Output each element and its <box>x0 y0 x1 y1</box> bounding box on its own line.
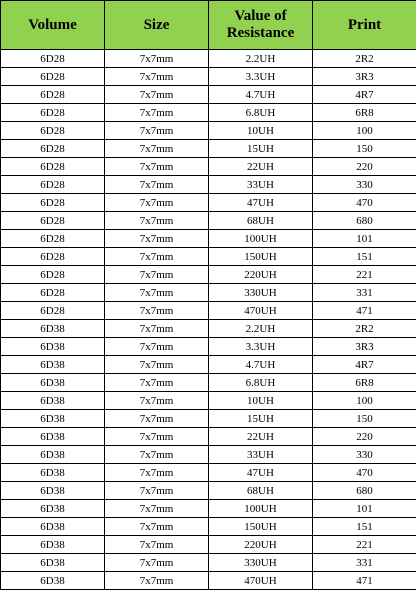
cell-print: 100 <box>313 122 416 140</box>
cell-value: 3.3UH <box>209 68 313 86</box>
cell-size: 7x7mm <box>105 518 209 536</box>
table-row <box>1 248 416 266</box>
cell-print: 331 <box>313 284 416 302</box>
header-volume: Volume <box>1 1 105 50</box>
cell-size: 7x7mm <box>105 212 209 230</box>
table-row <box>1 86 416 104</box>
cell-size: 7x7mm <box>105 50 209 68</box>
cell-size: 7x7mm <box>105 122 209 140</box>
cell-volume: 6D38 <box>1 356 105 374</box>
header-size: Size <box>105 1 209 50</box>
cell-volume: 6D28 <box>1 248 105 266</box>
cell-value: 4.7UH <box>209 86 313 104</box>
cell-print: 101 <box>313 500 416 518</box>
cell-volume: 6D28 <box>1 176 105 194</box>
cell-volume: 6D38 <box>1 518 105 536</box>
cell-size: 7x7mm <box>105 140 209 158</box>
table-header-row <box>1 1 416 50</box>
cell-volume: 6D38 <box>1 338 105 356</box>
cell-print: 2R2 <box>313 50 416 68</box>
cell-size: 7x7mm <box>105 374 209 392</box>
cell-volume: 6D28 <box>1 284 105 302</box>
cell-volume: 6D38 <box>1 482 105 500</box>
cell-value: 330UH <box>209 284 313 302</box>
cell-value: 4.7UH <box>209 356 313 374</box>
cell-size: 7x7mm <box>105 428 209 446</box>
cell-volume: 6D28 <box>1 158 105 176</box>
cell-value: 6.8UH <box>209 104 313 122</box>
cell-print: 100 <box>313 392 416 410</box>
cell-volume: 6D28 <box>1 86 105 104</box>
cell-size: 7x7mm <box>105 194 209 212</box>
table-row <box>1 176 416 194</box>
table-row <box>1 122 416 140</box>
cell-print: 3R3 <box>313 68 416 86</box>
table-row <box>1 68 416 86</box>
cell-print: 151 <box>313 518 416 536</box>
cell-print: 151 <box>313 248 416 266</box>
cell-size: 7x7mm <box>105 266 209 284</box>
cell-print: 150 <box>313 410 416 428</box>
cell-print: 471 <box>313 572 416 590</box>
cell-value: 150UH <box>209 518 313 536</box>
cell-value: 470UH <box>209 302 313 320</box>
table-row <box>1 140 416 158</box>
cell-size: 7x7mm <box>105 230 209 248</box>
cell-value: 22UH <box>209 158 313 176</box>
cell-volume: 6D28 <box>1 104 105 122</box>
cell-value: 2.2UH <box>209 320 313 338</box>
cell-size: 7x7mm <box>105 536 209 554</box>
cell-volume: 6D38 <box>1 554 105 572</box>
cell-volume: 6D28 <box>1 194 105 212</box>
cell-size: 7x7mm <box>105 446 209 464</box>
cell-size: 7x7mm <box>105 176 209 194</box>
cell-size: 7x7mm <box>105 338 209 356</box>
table-row <box>1 518 416 536</box>
cell-value: 15UH <box>209 410 313 428</box>
cell-print: 221 <box>313 266 416 284</box>
cell-volume: 6D28 <box>1 212 105 230</box>
cell-size: 7x7mm <box>105 554 209 572</box>
cell-size: 7x7mm <box>105 356 209 374</box>
table-row <box>1 410 416 428</box>
table-row <box>1 302 416 320</box>
cell-size: 7x7mm <box>105 572 209 590</box>
cell-volume: 6D28 <box>1 230 105 248</box>
cell-volume: 6D38 <box>1 536 105 554</box>
cell-value: 10UH <box>209 122 313 140</box>
cell-value: 47UH <box>209 194 313 212</box>
cell-value: 330UH <box>209 554 313 572</box>
table-row <box>1 104 416 122</box>
cell-print: 680 <box>313 212 416 230</box>
cell-print: 3R3 <box>313 338 416 356</box>
cell-value: 100UH <box>209 500 313 518</box>
cell-value: 10UH <box>209 392 313 410</box>
table-row <box>1 284 416 302</box>
cell-size: 7x7mm <box>105 392 209 410</box>
cell-print: 221 <box>313 536 416 554</box>
table-row <box>1 212 416 230</box>
cell-size: 7x7mm <box>105 464 209 482</box>
cell-value: 2.2UH <box>209 50 313 68</box>
cell-value: 33UH <box>209 176 313 194</box>
table-row <box>1 230 416 248</box>
table-row <box>1 50 416 68</box>
cell-size: 7x7mm <box>105 320 209 338</box>
cell-value: 3.3UH <box>209 338 313 356</box>
cell-volume: 6D28 <box>1 140 105 158</box>
cell-value: 33UH <box>209 446 313 464</box>
cell-size: 7x7mm <box>105 500 209 518</box>
cell-value: 150UH <box>209 248 313 266</box>
cell-size: 7x7mm <box>105 410 209 428</box>
table-row <box>1 572 416 590</box>
cell-print: 150 <box>313 140 416 158</box>
cell-size: 7x7mm <box>105 104 209 122</box>
cell-volume: 6D38 <box>1 428 105 446</box>
header-print: Print <box>313 1 416 50</box>
header-value-of-resistance: Value of Resistance <box>209 1 313 50</box>
cell-print: 220 <box>313 428 416 446</box>
cell-print: 220 <box>313 158 416 176</box>
cell-print: 6R8 <box>313 374 416 392</box>
cell-print: 331 <box>313 554 416 572</box>
cell-volume: 6D38 <box>1 446 105 464</box>
cell-volume: 6D28 <box>1 50 105 68</box>
cell-print: 470 <box>313 464 416 482</box>
cell-size: 7x7mm <box>105 68 209 86</box>
cell-value: 47UH <box>209 464 313 482</box>
table-row <box>1 554 416 572</box>
cell-print: 330 <box>313 176 416 194</box>
cell-print: 330 <box>313 446 416 464</box>
cell-print: 470 <box>313 194 416 212</box>
cell-print: 680 <box>313 482 416 500</box>
cell-size: 7x7mm <box>105 284 209 302</box>
table-row <box>1 428 416 446</box>
cell-volume: 6D28 <box>1 302 105 320</box>
table-row <box>1 320 416 338</box>
cell-print: 4R7 <box>313 86 416 104</box>
cell-volume: 6D28 <box>1 266 105 284</box>
cell-value: 6.8UH <box>209 374 313 392</box>
cell-value: 68UH <box>209 212 313 230</box>
cell-value: 220UH <box>209 266 313 284</box>
table-row <box>1 356 416 374</box>
table-row <box>1 266 416 284</box>
table-body <box>1 50 416 590</box>
cell-size: 7x7mm <box>105 482 209 500</box>
cell-volume: 6D38 <box>1 374 105 392</box>
cell-print: 2R2 <box>313 320 416 338</box>
cell-volume: 6D38 <box>1 464 105 482</box>
cell-value: 15UH <box>209 140 313 158</box>
cell-print: 471 <box>313 302 416 320</box>
cell-value: 220UH <box>209 536 313 554</box>
cell-size: 7x7mm <box>105 86 209 104</box>
cell-size: 7x7mm <box>105 302 209 320</box>
table-row <box>1 536 416 554</box>
cell-size: 7x7mm <box>105 158 209 176</box>
table-row <box>1 158 416 176</box>
cell-value: 100UH <box>209 230 313 248</box>
cell-volume: 6D28 <box>1 122 105 140</box>
table-row <box>1 392 416 410</box>
cell-volume: 6D38 <box>1 500 105 518</box>
table-row <box>1 374 416 392</box>
table-row <box>1 338 416 356</box>
cell-volume: 6D38 <box>1 320 105 338</box>
cell-size: 7x7mm <box>105 248 209 266</box>
cell-print: 4R7 <box>313 356 416 374</box>
cell-value: 68UH <box>209 482 313 500</box>
cell-volume: 6D38 <box>1 392 105 410</box>
cell-print: 101 <box>313 230 416 248</box>
cell-volume: 6D38 <box>1 410 105 428</box>
cell-volume: 6D28 <box>1 68 105 86</box>
table-row <box>1 482 416 500</box>
table-row <box>1 464 416 482</box>
cell-print: 6R8 <box>313 104 416 122</box>
cell-value: 22UH <box>209 428 313 446</box>
cell-value: 470UH <box>209 572 313 590</box>
table-row <box>1 500 416 518</box>
table-row <box>1 446 416 464</box>
table-row <box>1 194 416 212</box>
cell-volume: 6D38 <box>1 572 105 590</box>
